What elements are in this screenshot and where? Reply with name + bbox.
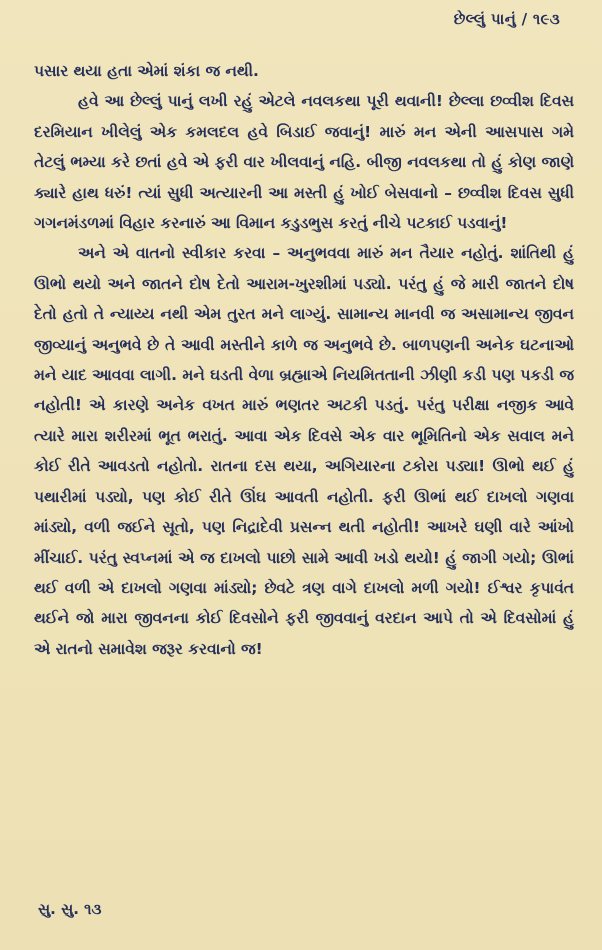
paragraph: અને એ વાતનો સ્વીકાર કરવા – અનુભવવા મારું મન તૈયાર નહોતું. શાંતિથી હું ઊભો થયો અને જાતને દોષ દેતો આરામ-ખુરશીમાં પડ્યો. પરંતુ હું જે મારી જાતને દોષ દેતો હતો તે ન્યાય્ય નથી એમ તુરત મને લાગ્યું. સામાન્ય માનવી જ અસામાન્ય જીવન જીવ્યાનું અનુભવે છે તે આવી મસ્તીને કાળે જ અનુભવે છે. બાળપણની અનેક ઘટનાઓ મને યાદ આવવા લાગી. મને ઘડતી વેળા બ્રહ્માએ નિયમિતતાની ઝીણી કડી પણ પકડી જ નહોતી! એ કારણે અનેક વખત મારું ભણતર અટકી પડતું. પરંતુ પરીક્ષા નજીક આવે ત્યારે મારા શરીરમાં ભૂત ભરાતું. આવા એક દિવસે એક વાર ભૂમિતિનો એક સવાલ મને કોઈ રીતે આવડતો નહોતો. રાતના દસ થયા, અગિયારના ટકોરા પડ્યા! ઊભો થઈ હું પથારીમાં પડ્યો, પણ કોઈ રીતે ઊંઘ આવતી નહોતી. ફરી ઊભાં થઈ દાખલો ગણવા માંડ્યો, વળી જઈને સૂતો, પણ નિદ્રાદેવી પ્રસન્ન થતી નહોતી! આખરે ઘણી વારે આંખો મીંચાઈ. પરંતુ સ્વપ્નમાં એ જ દાખલો પાછો સામે આવી ખડો થયો! હું જાગી ગયો; ઊભાં થઈ વળી એ દાખલો ગણવા માંડ્યો; છેવટે ત્રણ વાગે દાખલો મળી ગયો! ઈશ્વર કૃપાવંત થઈને જો મારા જીવનના કોઈ દિવસોને ફરી જીવવાનું વરદાન આપે તો એ દિવસોમાં હું એ રાતનો સમાવેશ જરૂર કરવાનો જ!	[34, 244, 574, 658]
paragraph: હવે આ છેલ્લું પાનું લખી રહું એટલે નવલકથા પૂરી થવાની! છેલ્લા છવ્વીશ દિવસ દરમિયાન ખીલેલું એક કમલદલ હવે બિડાઈ જવાનું! મારું મન એની આસપાસ ગમે તેટલું ભમ્યા કરે છતાં હવે એ ફરી વાર ખીલવાનું નહિ. બીજી નવલકથા તો હું કોણ જાણે ક્યારે હાથ ધરું! ત્યાં સુધી અત્યારની આ મસ્તી હું ખોઈ બેસવાનો – છવ્વીશ દિવસ સુધી ગગનમંડળમાં વિહાર કરનારું આ વિમાન કડુડભુસ કરતું નીચે પટકાઈ પડવાનું!	[34, 92, 574, 233]
body-text	[34, 56, 574, 664]
signature-mark: સુ. સુ. ૧૩	[38, 900, 102, 918]
paragraph-continuation: પસાર થયા હતા એમાં શંકા જ નથી.	[34, 62, 259, 80]
running-head: છેલ્લું પાનું / ૧૯૩	[453, 10, 560, 28]
